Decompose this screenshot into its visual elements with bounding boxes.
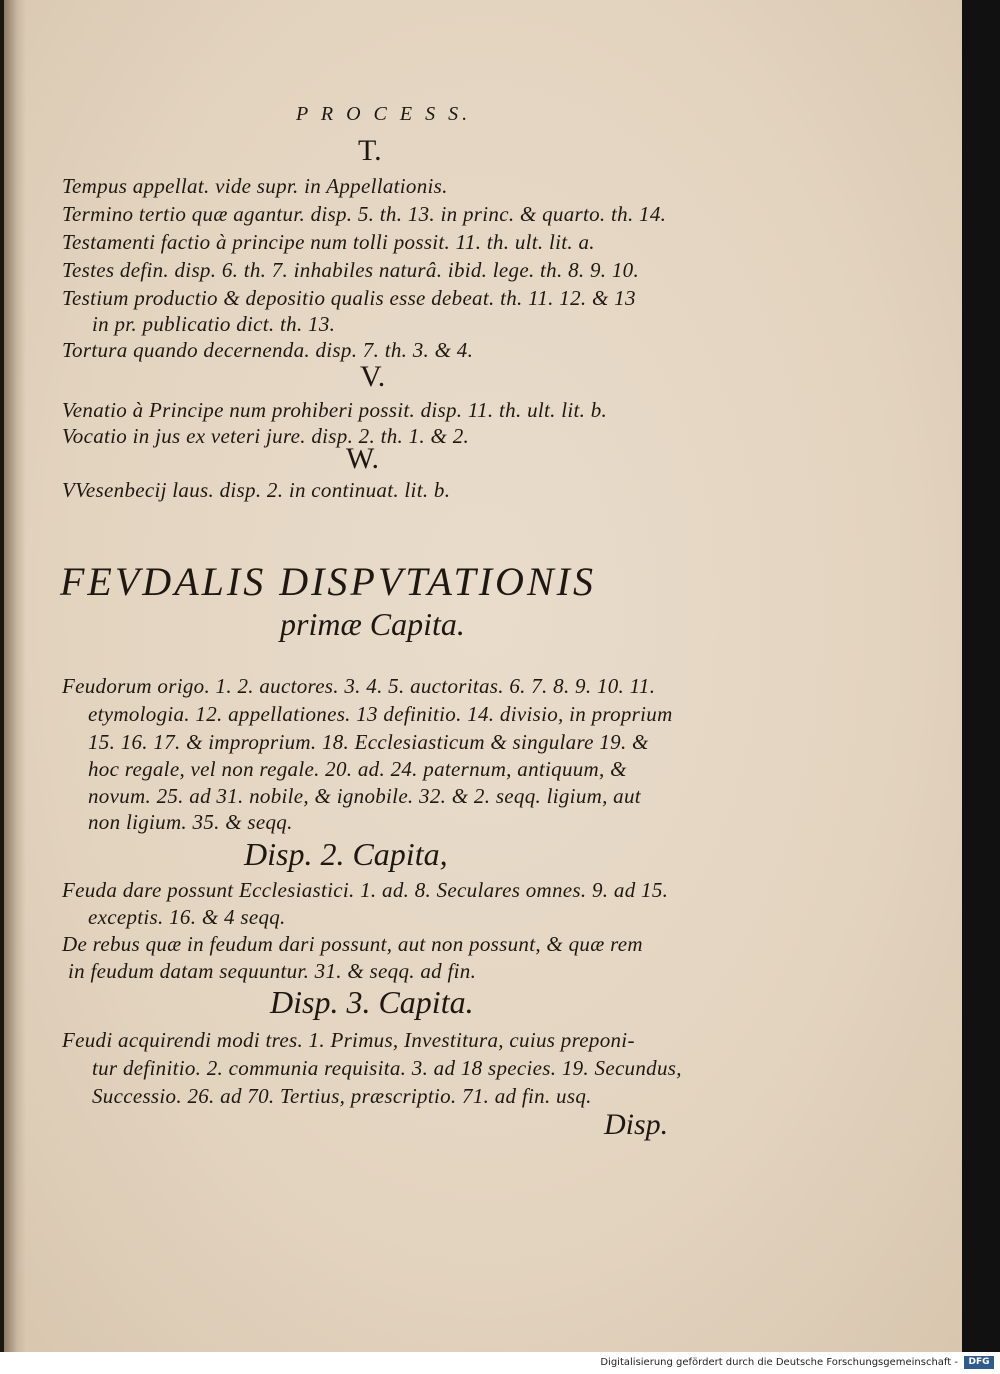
- index-entry: Termino tertio quæ agantur. disp. 5. th. 13. in princ. & quarto. th. 14.: [62, 202, 667, 226]
- index-entry: Testium productio & depositio qualis esse debeat. th. 11. 12. & 13: [62, 286, 636, 310]
- index-entry: Venatio à Principe num prohiberi possit. disp. 11. th. ult. lit. b.: [62, 398, 608, 422]
- feudal-entry-continuation: novum. 25. ad 31. nobile, & ignobile. 32. & 2. seqq. ligium, aut: [88, 784, 641, 808]
- feudal-entry-continuation: in feudum datam sequuntur. 31. & seqq. ad fin.: [68, 959, 477, 983]
- feudal-entry: De rebus quæ in feudum dari possunt, aut non possunt, & quæ rem: [62, 932, 643, 956]
- running-title: P R O C E S S.: [296, 103, 472, 125]
- index-entry: Tortura quando decernenda. disp. 7. th. 3. & 4.: [62, 338, 474, 362]
- feudal-entry-continuation: etymologia. 12. appellationes. 13 definitio. 14. divisio, in proprium: [88, 702, 673, 726]
- section-letter-v: V.: [360, 360, 386, 393]
- feudal-title: FEVDALIS DISPVTATIONIS: [60, 559, 596, 604]
- feudal-entry: Feuda dare possunt Ecclesiastici. 1. ad. 8. Seculares omnes. 9. ad 15.: [62, 878, 669, 902]
- dfg-logo: DFG: [964, 1356, 994, 1369]
- section-letter-t: T.: [358, 134, 382, 167]
- index-entry: VVesenbecij laus. disp. 2. in continuat. lit. b.: [62, 478, 451, 502]
- feudal-entry-continuation: tur definitio. 2. communia requisita. 3. ad 18 species. 19. Secundus,: [92, 1056, 682, 1080]
- feudal-entry-continuation: non ligium. 35. & seqq.: [88, 810, 293, 834]
- feudal-subtitle: primæ Capita.: [280, 606, 465, 642]
- feudal-entry: Feudorum origo. 1. 2. auctores. 3. 4. 5. auctoritas. 6. 7. 8. 9. 10. 11.: [62, 674, 656, 698]
- feudal-entry-continuation: Successio. 26. ad 70. Tertius, præscriptio. 71. ad fin. usq.: [92, 1084, 592, 1108]
- feudal-entry-continuation: hoc regale, vel non regale. 20. ad. 24. paternum, antiquum, &: [88, 757, 627, 781]
- disp-2-heading: Disp. 2. Capita,: [244, 836, 448, 872]
- catchword: Disp.: [604, 1108, 669, 1141]
- feudal-entry-continuation: exceptis. 16. & 4 seqq.: [88, 905, 286, 929]
- feudal-entry: Feudi acquirendi modi tres. 1. Primus, Investitura, cuius preponi-: [62, 1028, 635, 1052]
- page-right-edge: [962, 0, 1000, 1352]
- index-entry: Vocatio in jus ex veteri jure. disp. 2. th. 1. & 2.: [62, 424, 470, 448]
- disp-3-heading: Disp. 3. Capita.: [270, 984, 474, 1020]
- footer-credit: Digitalisierung gefördert durch die Deutsche Forschungsgemeinschaft -: [600, 1357, 958, 1368]
- index-entry: Tempus appellat. vide supr. in Appellationis.: [62, 174, 448, 198]
- section-letter-w: W.: [346, 442, 380, 475]
- page-spine-shadow: [4, 0, 26, 1352]
- index-entry: Testes defin. disp. 6. th. 7. inhabiles naturâ. ibid. lege. th. 8. 9. 10.: [62, 258, 640, 282]
- index-entry: Testamenti factio à principe num tolli possit. 11. th. ult. lit. a.: [62, 230, 595, 254]
- feudal-entry-continuation: 15. 16. 17. & improprium. 18. Ecclesiasticum & singulare 19. &: [88, 730, 649, 754]
- index-entry-continuation: in pr. publicatio dict. th. 13.: [92, 312, 336, 336]
- footer-bar: [0, 1352, 1000, 1374]
